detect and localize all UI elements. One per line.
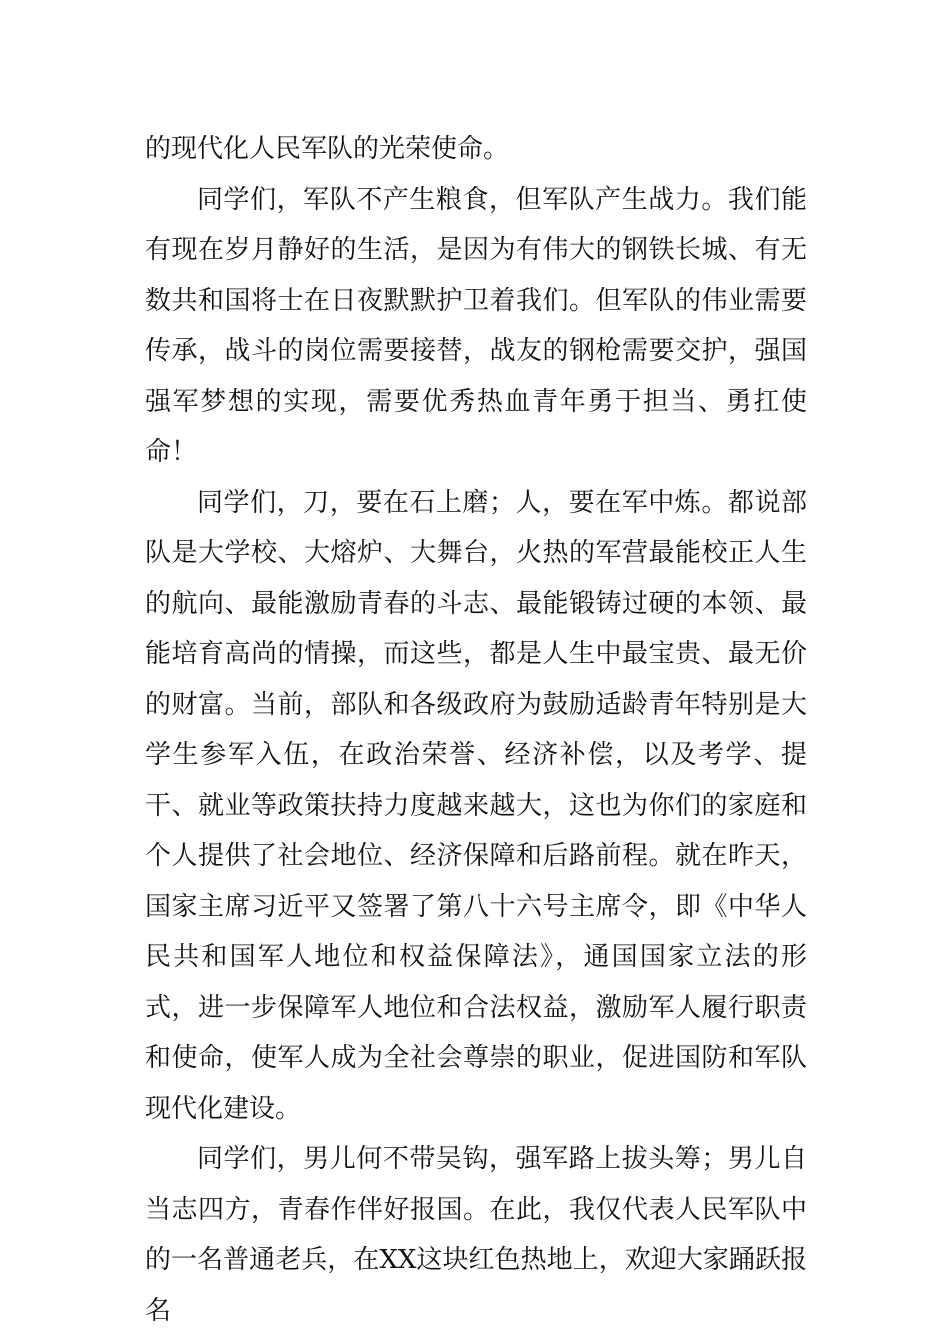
paragraph-military-training: 同学们，刀，要在石上磨；人，要在军中炼。都说部队是大学校、大熔炉、大舞台，火热的军营最能校正人生的航向、最能激励青春的斗志、最能锻铸过硬的本领、最能培育高尚的情操，而这些，都是人生中最宝贵、最无价的财富。当前，部队和各级政府为鼓励适龄青年特别是大学生参军入伍，在政治荣誉、经济补偿，以及考学、提干、就业等政策扶持力度越来越大，这也为你们的家庭和个人提供了社会地位、经济保障和后路前程。就在昨天，国家主席习近平又签署了第八十六号主席令，即《中华人民共和国军人地位和权益保障法》，通国国家立法的形式，进一步保障军人地位和合法权益，激励军人履行职责和使命，使军人成为全社会尊崇的职业，促进国防和军队现代化建设。 bbox=[145, 487, 807, 1124]
document-body bbox=[145, 124, 807, 1336]
paragraph-call-to-enlist: 同学们，男儿何不带吴钩，强军路上拔头筹；男儿自当志四方，青春作伴好报国。在此，我仅代表人民军队中的一名普通老兵，在XX这块红色热地上，欢迎大家踊跃报名 bbox=[145, 1144, 807, 1326]
paragraph-military-duty: 同学们，军队不产生粮食，但军队产生战力。我们能有现在岁月静好的生活，是因为有伟大的钢铁长城、有无数共和国将士在日夜默默护卫着我们。但军队的伟业需要传承，战斗的岗位需要接替，战友的钢枪需要交护，强国强军梦想的实现，需要优秀热血青年勇于担当、勇扛使命！ bbox=[145, 184, 807, 467]
paragraph-continuation: 的现代化人民军队的光荣使命。 bbox=[145, 134, 510, 164]
